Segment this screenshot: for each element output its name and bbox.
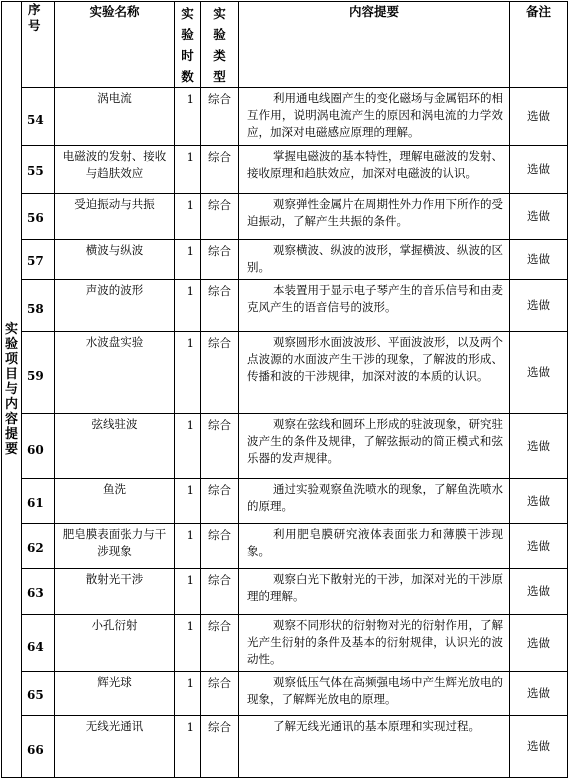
row-number: 56 (27, 211, 44, 225)
table-row (2, 524, 568, 569)
row-number: 65 (27, 688, 44, 702)
experiment-hours: 1 (175, 240, 201, 280)
experiment-hours: 1 (175, 569, 201, 615)
row-number: 55 (27, 164, 44, 178)
experiment-name: 声波的波形 (55, 280, 175, 332)
experiment-type: 综合 (201, 194, 239, 240)
experiment-description: 观察圆形水面波波形、平面波波形，以及两个点波源的水面波产生干涉的现象，了解波的形成、传播和波的干涉规律，加深对波的本质的认识。 (239, 332, 510, 414)
experiment-hours: 1 (175, 479, 201, 524)
experiment-name: 鱼洗 (55, 479, 175, 524)
experiment-description: 了解无线光通讯的基本原理和实现过程。 (239, 716, 510, 778)
experiment-description: 利用通电线圈产生的变化磁场与金属铝环的相互作用，说明涡电流产生的原因和涡电流的力学效应，加深对电磁感应原理的理解。 (239, 88, 510, 146)
experiment-name: 辉光球 (55, 672, 175, 716)
experiment-description: 利用肥皂膜研究液体表面张力和薄膜干涉现象。 (239, 524, 510, 569)
experiment-note: 选做 (510, 479, 568, 524)
row-number: 54 (27, 113, 44, 127)
experiment-type: 综合 (201, 716, 239, 778)
row-number: 57 (27, 254, 44, 268)
table-row (2, 240, 568, 280)
row-number-cell (22, 280, 55, 332)
experiment-note: 选做 (510, 569, 568, 615)
experiment-description: 观察在弦线和圆环上形成的驻波现象，研究驻波产生的条件及规律，了解弦振动的简正模式和弦乐器的发声规律。 (239, 414, 510, 479)
table-row (2, 414, 568, 479)
experiment-description: 观察弹性金属片在周期性外力作用下所作的受迫振动，了解产生共振的条件。 (239, 194, 510, 240)
header-type-text: 实验类型 (213, 6, 226, 84)
experiment-name: 散射光干涉 (55, 569, 175, 615)
row-number: 58 (27, 302, 44, 316)
experiment-hours: 1 (175, 414, 201, 479)
row-number-cell (22, 332, 55, 414)
experiment-name: 受迫振动与共振 (55, 194, 175, 240)
experiment-note: 选做 (510, 194, 568, 240)
row-number-cell (22, 524, 55, 569)
experiment-description: 观察横波、纵波的波形，掌握横波、纵波的区别。 (239, 240, 510, 280)
experiment-type: 综合 (201, 146, 239, 194)
experiment-hours: 1 (175, 716, 201, 778)
row-number: 66 (27, 743, 44, 757)
experiment-description: 通过实验观察鱼洗喷水的现象，了解鱼洗喷水的原理。 (239, 479, 510, 524)
experiment-name: 弦线驻波 (55, 414, 175, 479)
experiment-name: 小孔衍射 (55, 615, 175, 672)
experiment-name: 肥皂膜表面张力与干涉现象 (55, 524, 175, 569)
experiment-type: 综合 (201, 479, 239, 524)
header-seq (22, 2, 55, 88)
experiment-note: 选做 (510, 146, 568, 194)
experiment-hours: 1 (175, 280, 201, 332)
table-row (2, 569, 568, 615)
side-label-cell (2, 2, 22, 778)
header-hours-text: 实验时数 (181, 6, 194, 84)
experiment-name: 涡电流 (55, 88, 175, 146)
experiment-type: 综合 (201, 569, 239, 615)
experiment-hours: 1 (175, 672, 201, 716)
experiment-note: 选做 (510, 672, 568, 716)
row-number-cell (22, 240, 55, 280)
experiment-note: 选做 (510, 332, 568, 414)
table-row (2, 615, 568, 672)
experiment-type: 综合 (201, 615, 239, 672)
experiment-table (1, 1, 568, 778)
row-number: 59 (27, 369, 44, 383)
row-number-cell (22, 414, 55, 479)
experiment-note: 选做 (510, 280, 568, 332)
experiment-hours: 1 (175, 615, 201, 672)
experiment-note: 选做 (510, 240, 568, 280)
experiment-description: 掌握电磁波的基本特性，理解电磁波的发射、接收原理和趋肤效应，加深对电磁波的认识。 (239, 146, 510, 194)
table-row (2, 194, 568, 240)
experiment-description: 观察白光下散射光的干涉，加深对光的干涉原理的理解。 (239, 569, 510, 615)
experiment-hours: 1 (175, 332, 201, 414)
experiment-type: 综合 (201, 280, 239, 332)
header-seq-text: 序号 (28, 2, 41, 33)
experiment-type: 综合 (201, 88, 239, 146)
table-row (2, 280, 568, 332)
table-row (2, 716, 568, 778)
experiment-note: 选做 (510, 615, 568, 672)
header-name: 实验名称 (55, 2, 175, 88)
experiment-name: 横波与纵波 (55, 240, 175, 280)
table-row (2, 88, 568, 146)
experiment-note: 选做 (510, 716, 568, 778)
table-row (2, 672, 568, 716)
experiment-hours: 1 (175, 524, 201, 569)
row-number-cell (22, 615, 55, 672)
row-number-cell (22, 672, 55, 716)
header-note: 备注 (510, 2, 568, 88)
header-hours (175, 2, 201, 88)
experiment-type: 综合 (201, 672, 239, 716)
experiment-note: 选做 (510, 88, 568, 146)
header-row (2, 2, 568, 88)
experiment-type: 综合 (201, 414, 239, 479)
row-number-cell (22, 146, 55, 194)
experiment-type: 综合 (201, 332, 239, 414)
experiment-note: 选做 (510, 414, 568, 479)
header-desc: 内容提要 (239, 2, 510, 88)
experiment-name: 无线光通讯 (55, 716, 175, 778)
side-label: 实验项目与内容提要 (4, 322, 18, 457)
experiment-type: 综合 (201, 524, 239, 569)
table-row (2, 332, 568, 414)
experiment-description: 本装置用于显示电子琴产生的音乐信号和由麦克风产生的语音信号的波形。 (239, 280, 510, 332)
row-number: 63 (27, 586, 44, 600)
row-number: 64 (27, 639, 44, 654)
table-row (2, 146, 568, 194)
experiment-type: 综合 (201, 240, 239, 280)
experiment-description: 观察不同形状的衍射物对光的衍射作用，了解光产生衍射的条件及基本的衍射规律，认识光的波动性。 (239, 615, 510, 672)
row-number-cell (22, 88, 55, 146)
experiment-description: 观察低压气体在高频强电场中产生辉光放电的现象，了解辉光放电的原理。 (239, 672, 510, 716)
row-number-cell (22, 479, 55, 524)
experiment-note: 选做 (510, 524, 568, 569)
experiment-hours: 1 (175, 146, 201, 194)
experiment-name: 水波盘实验 (55, 332, 175, 414)
row-number-cell (22, 569, 55, 615)
experiment-hours: 1 (175, 194, 201, 240)
row-number: 62 (27, 540, 44, 555)
row-number: 61 (27, 495, 44, 510)
header-type (201, 2, 239, 88)
row-number-cell (22, 716, 55, 778)
table-row (2, 479, 568, 524)
row-number: 60 (27, 442, 44, 457)
experiment-hours: 1 (175, 88, 201, 146)
experiment-name: 电磁波的发射、接收与趋肤效应 (55, 146, 175, 194)
row-number-cell (22, 194, 55, 240)
